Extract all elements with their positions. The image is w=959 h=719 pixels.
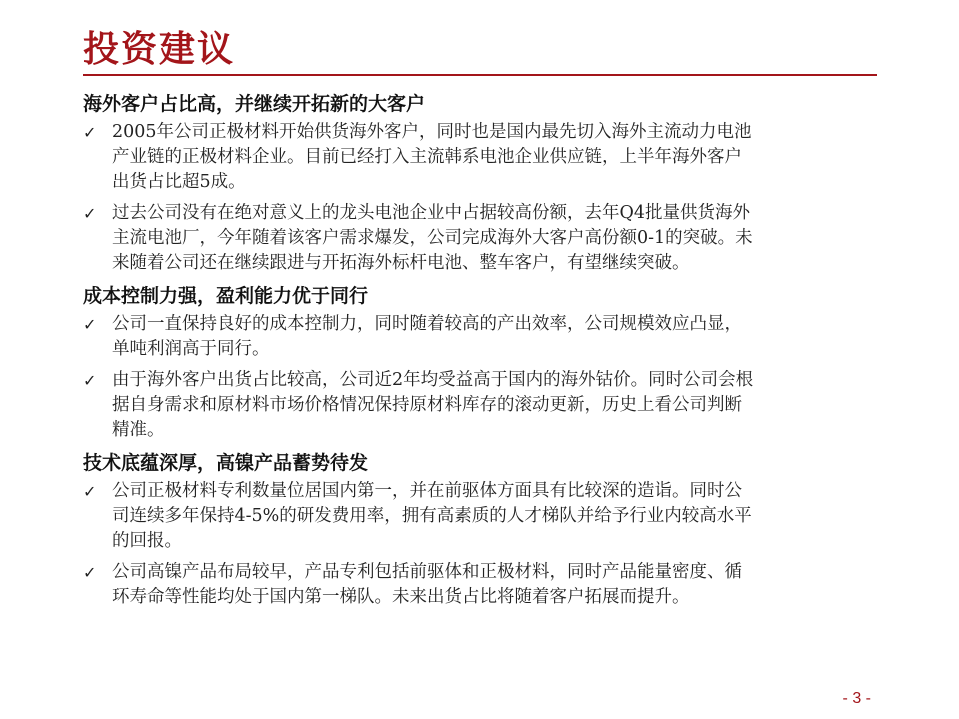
bullet-line: 的回报。: [112, 531, 182, 551]
title-divider: [83, 74, 877, 76]
content-body: [83, 90, 883, 616]
section-heading: 成本控制力强，盈利能力优于同行: [83, 285, 369, 307]
bullet-item: [83, 120, 902, 195]
bullet-item: [83, 479, 902, 554]
bullet-item: [83, 560, 902, 610]
check-icon: ✓: [83, 563, 97, 582]
bullet-line: 主流电池厂，今年随着该客户需求爆发，公司完成海外大客户高份额0-1的突破。未: [112, 228, 753, 248]
page-title: 投资建议: [83, 29, 236, 70]
bullet-item: [83, 201, 902, 276]
section: [83, 282, 883, 443]
bullet-line: 过去公司没有在绝对意义上的龙头电池企业中占据较高份额，去年Q4批量供货海外: [112, 203, 750, 223]
bullet-line: 产业链的正极材料企业。目前已经打入主流韩系电池企业供应链，上半年海外客户: [112, 147, 742, 167]
bullet-line: 2005年公司正极材料开始供货海外客户，同时也是国内最先切入海外主流动力电池: [112, 122, 752, 142]
section: [83, 449, 883, 610]
bullet-line: 公司一直保持良好的成本控制力，同时随着较高的产出效率，公司规模效应凸显，: [112, 314, 742, 334]
bullet-line: 精准。: [112, 420, 165, 440]
bullet-line: 出货占比超5成。: [112, 172, 246, 192]
check-icon: ✓: [83, 315, 97, 334]
bullet-line: 据自身需求和原材料市场价格情况保持原材料库存的滚动更新，历史上看公司判断: [112, 395, 742, 415]
section: [83, 90, 883, 276]
section-heading: 海外客户占比高，并继续开拓新的大客户: [83, 93, 426, 115]
check-icon: ✓: [83, 123, 97, 142]
bullet-item: [83, 368, 902, 443]
bullet-line: 司连续多年保持4-5%的研发费用率，拥有高素质的人才梯队并给予行业内较高水平: [112, 506, 752, 526]
check-icon: ✓: [83, 204, 97, 223]
bullet-line: 环寿命等性能均处于国内第一梯队。未来出货占比将随着客户拓展而提升。: [112, 587, 690, 607]
check-icon: ✓: [83, 371, 97, 390]
section-heading: 技术底蕴深厚，高镍产品蓄势待发: [83, 452, 369, 474]
bullet-line: 来随着公司还在继续跟进与开拓海外标杆电池、整车客户，有望继续突破。: [112, 253, 690, 273]
bullet-line: 公司正极材料专利数量位居国内第一，并在前驱体方面具有比较深的造诣。同时公: [112, 481, 742, 501]
check-icon: ✓: [83, 482, 97, 501]
bullet-item: [83, 312, 902, 362]
bullet-line: 单吨利润高于同行。: [112, 339, 270, 359]
page-number: - 3 -: [842, 690, 871, 707]
bullet-line: 公司高镍产品布局较早，产品专利包括前驱体和正极材料，同时产品能量密度、循: [112, 562, 742, 582]
bullet-line: 由于海外客户出货占比较高，公司近2年均受益高于国内的海外钴价。同时公司会根: [112, 370, 754, 390]
